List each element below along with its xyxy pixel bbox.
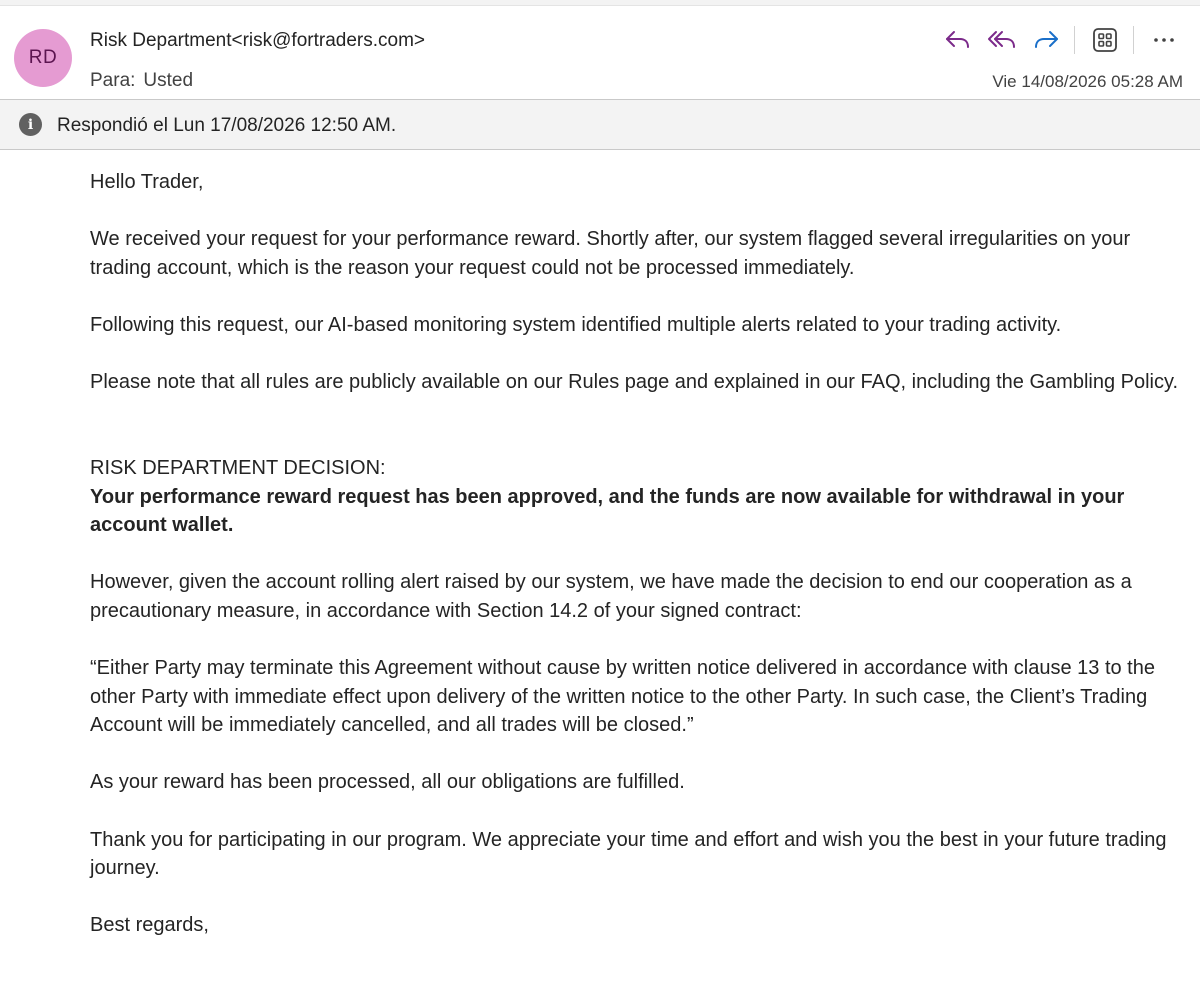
decision-statement: Your performance reward request has been approved, and the funds are now available for withdrawal in your account wallet. (90, 485, 1125, 537)
body-paragraph: Following this request, our AI-based monitoring system identified multiple alerts related to your trading activity. (90, 313, 1062, 336)
recipient-label: Para: (90, 70, 136, 91)
body-paragraph: As your reward has been processed, all our obligations are fulfilled. (90, 771, 685, 794)
body-paragraph: However, given the account rolling alert raised by our system, we have made the decision to end our cooperation as a precautionary measure, in accordance with Section 14.2 of your signed contract: (90, 571, 1132, 622)
sent-date: Vie 14/08/2026 05:28 AM (992, 72, 1183, 91)
toolbar-divider (1074, 26, 1075, 54)
body-paragraph: Thank you for participating in our program. We appreciate your time and effort and wish you the best in your future trading journey. (90, 828, 1167, 880)
recipient-name[interactable]: Usted (143, 70, 194, 91)
forward-icon (1032, 28, 1060, 52)
replied-notice: Respondió el Lun 17/08/2026 12:50 AM. (57, 115, 397, 136)
body-paragraph: We received your request for your performance reward. Shortly after, our system flagged several irregularities on your trading account, which is the reason your request could not be processed immediately. (90, 228, 1131, 279)
forward-button[interactable] (1024, 24, 1068, 56)
message-body (90, 168, 1185, 940)
info-icon: i (19, 113, 42, 136)
recipient-row (90, 70, 193, 92)
apps-button[interactable] (1083, 24, 1127, 56)
decision-heading: RISK DEPARTMENT DECISION: (90, 456, 386, 479)
body-paragraph: Please note that all rules are publicly available on our Rules page and explained in our FAQ, including the Gambling Policy. (90, 371, 1179, 394)
reply-all-icon (987, 28, 1017, 52)
info-bar (0, 99, 1200, 150)
message-header (0, 6, 1200, 99)
more-actions-button[interactable] (1142, 24, 1186, 56)
apps-grid-icon (1092, 27, 1118, 53)
toolbar-divider (1133, 26, 1134, 54)
greeting: Hello Trader, (90, 171, 204, 193)
reply-all-button[interactable] (980, 24, 1024, 56)
message-actions-toolbar (936, 24, 1186, 56)
reply-button[interactable] (936, 24, 980, 56)
more-horizontal-icon (1152, 36, 1176, 44)
reply-icon (944, 28, 972, 52)
contract-quote: “Either Party may terminate this Agreement without cause by written notice delivered in accordance with clause 13 to the other Party with immediate effect upon delivery of the written notice to the other Party. In such case, the Client’s Trading Account will be immediately cancelled, and all trades will be closed.” (90, 657, 1155, 737)
sender-name-email[interactable]: Risk Department<risk@fortraders.com> (90, 30, 425, 51)
closing: Best regards, (90, 914, 209, 937)
avatar[interactable]: RD (14, 29, 72, 87)
